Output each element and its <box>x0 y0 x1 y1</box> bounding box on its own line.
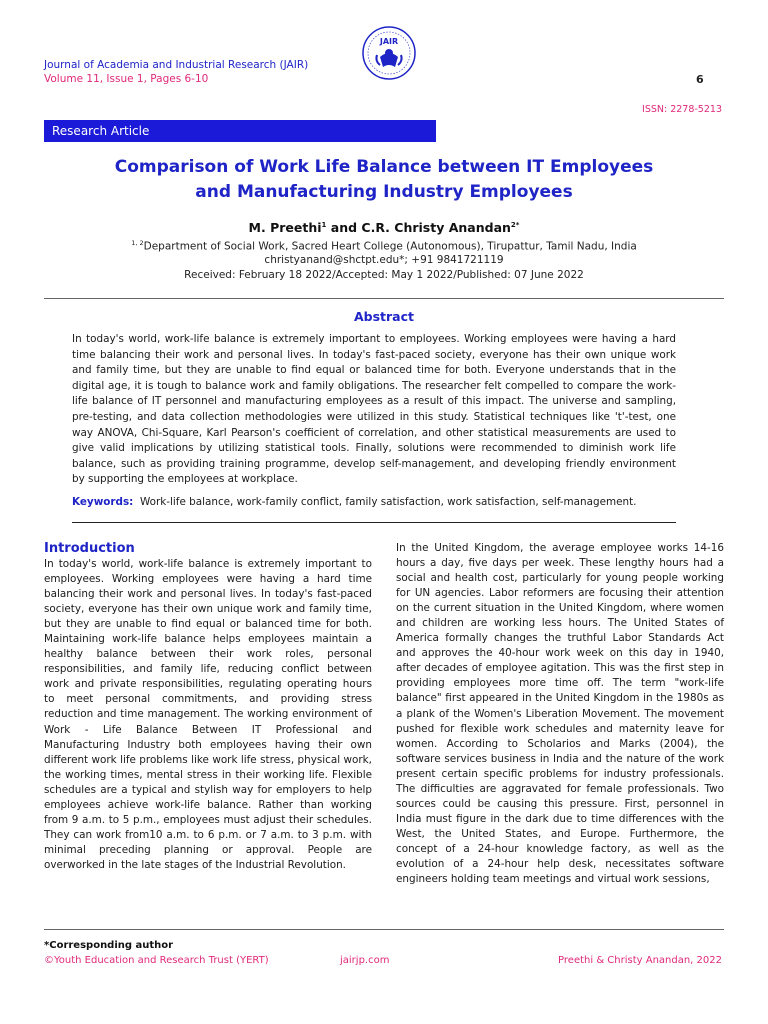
keywords <box>72 496 682 508</box>
section-label: Research Article <box>52 124 150 138</box>
logo-text: JAIR <box>379 37 399 46</box>
keywords-label: Keywords: <box>72 496 134 508</box>
author-2-sup: 2* <box>510 220 520 229</box>
website-link[interactable]: jairjp.com <box>340 955 390 966</box>
section-banner <box>44 120 436 142</box>
publication-dates: Received: February 18 2022/Accepted: May 1 2022/Published: 07 June 2022 <box>184 269 584 281</box>
title-line-1: Comparison of Work Life Balance between IT Employees <box>114 157 654 177</box>
author-2: and C.R. Christy Anandan <box>326 220 511 235</box>
abstract-text: In today's world, work-life balance is extremely important to employees. Working employees were having a hard time balancing their work and personal lives. In today's fast-paced society, everyone has their own unique work and family time, but they are unable to find equal or balanced time for both. Everyone understands that in the digital age, it is tough to balance work and family obligations. The researcher felt compelled to compare the work-life balance of IT personnel and manufacturing employees as a result of this impact. The universe and sampling, pre-testing, and data collection methodologies were utilized in this study. Statistical techniques like 't'-test, one way ANOVA, Chi-Square, Karl Pearson's coefficient of correlation, and other statistical measurements are used to give valid implications by utilizing statistical tools. Finally, solutions were recommended to diminish work life balance, such as providing training programme, develop self-management, and developing friendly environment by supporting the employees at workplace. <box>72 333 676 486</box>
author-email: christyanand@shctpt.edu*; +91 9841721119 <box>264 254 504 266</box>
corresponding-author: *Corresponding author <box>44 940 174 951</box>
abstract-heading: Abstract <box>353 309 415 324</box>
divider-top <box>44 298 724 299</box>
authors <box>84 220 684 235</box>
right-column-text: In the United Kingdom, the average employee works 14-16 hours a day, five days per week. These lengthy hours had a social and health cost, particularly for young people working for UN agencies. Labor reformers are focusing their attention on the current situation in the United Kingdom, where women and children are working less hours. The United States of America formally changes the truthful Labor Standards Act and approves the 40-hour work week on this day in 1940, after decades of employee agitation. This was the first step in providing employees more time off. The term "work-life balance" first appeared in the United Kingdom in the 1980s as a plank of the Women's Liberation Movement. The movement pushed for flexible work schedules and maternity leave for women. According to Scholarios and Marks (2004), the software services business in India and the nature of the work present certain specific problems for industry professionals. The difficulties are aggravated for female professionals. Two sources could be causing this pressure. First, personnel in India must figure in the dark due to time differences with the West, the United States, and Europe. Furthermore, the concept of a 24-hour knowledge factory, as well as the evolution of a 24-hour help desk, necessitates software engineers holding team meetings and virtual work sessions, <box>396 542 724 886</box>
divider-abstract <box>72 522 676 523</box>
affiliation-sup: 1, 2 <box>131 239 144 247</box>
copyright: ©Youth Education and Research Trust (YERT) <box>44 955 269 966</box>
journal-name: Journal of Academia and Industrial Research (JAIR) <box>44 59 309 71</box>
affiliation-text: Department of Social Work, Sacred Heart College (Autonomous), Tirupattur, Tamil Nadu, India <box>143 240 637 253</box>
journal-logo <box>361 25 417 81</box>
left-column-text: In today's world, work-life balance is extremely important to employees. Working employees were having a hard time balancing their work and personal lives. In today's fast-paced society, everyone has their own unique work and family time, but they are unable to find equal or balanced time for both. Maintaining work-life balance helps employees maintain a healthy balance between their work roles, personal responsibilities, and family life, reducing conflict between work and private responsibilities, regulating operating hours to meet personal commitments, and providing stress reduction and time management. The working environment of Work - Life Balance Between IT Professional and Manufacturing Industry both employees having their own different work life problems like work life stress, physical work, the working times, mental stress in their working life. Flexible schedules are a typical and stylish way for employers to help employees achieve work-life balance. Rather than working from 9 a.m. to 5 p.m., employees must adjust their schedules. They can work from10 a.m. to 6 p.m. or 7 a.m. to 3 p.m. with minimal preceding planning or approval. People are overworked in the late stages of the Industrial Revolution. <box>44 558 372 871</box>
affiliation <box>84 239 684 253</box>
issn: ISSN: 2278-5213 <box>642 104 722 115</box>
volume-info: Volume 11, Issue 1, Pages 6-10 <box>44 73 209 85</box>
author-1: M. Preethi <box>248 220 322 235</box>
divider-footer <box>44 929 724 930</box>
article-title <box>84 155 684 205</box>
citation: Preethi & Christy Anandan, 2022 <box>558 955 722 966</box>
keywords-text: Work-life balance, work-family conflict, family satisfaction, work satisfaction, self-management. <box>139 496 637 508</box>
introduction-heading: Introduction <box>44 541 135 556</box>
title-line-2: and Manufacturing Industry Employees <box>195 182 573 202</box>
author-1-sup: 1 <box>321 220 327 229</box>
page-number: 6 <box>696 73 704 86</box>
